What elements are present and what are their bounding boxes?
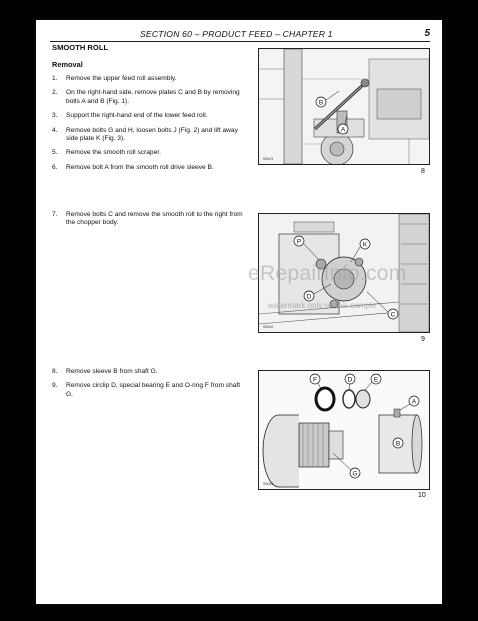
svg-text:D: D xyxy=(347,376,353,384)
figure-10-code: S0n03 xyxy=(263,482,274,486)
step-item xyxy=(52,382,244,399)
callout-d xyxy=(304,291,314,301)
step-item xyxy=(52,75,244,83)
header-divider xyxy=(50,41,430,42)
callout-c xyxy=(388,309,398,319)
figure-8-code: S0n01 xyxy=(263,157,274,161)
svg-text:K: K xyxy=(362,241,368,249)
step-item xyxy=(52,112,244,120)
step-number: 1. xyxy=(52,75,58,82)
step-text: On the right-hand side, remove plates C and B by removing bolts A and B (Fig. 1). xyxy=(66,89,240,105)
callout-p xyxy=(294,236,304,246)
step-text: Remove circlip D, special bearing E and O-ring F from shaft G. xyxy=(66,382,241,398)
callout-e xyxy=(371,374,381,384)
svg-text:D: D xyxy=(306,293,312,301)
figure-9-code: S0n02 xyxy=(263,325,274,329)
figure-10-illustration xyxy=(258,370,430,490)
step-text: Remove the upper feed roll assembly. xyxy=(66,75,177,82)
figure-10-drawing xyxy=(259,371,429,489)
svg-text:A: A xyxy=(340,126,346,134)
step-item xyxy=(52,368,244,376)
callout-b xyxy=(316,97,326,107)
callout-a xyxy=(338,124,348,134)
watermark-text: eRepairInfo.com xyxy=(248,262,407,285)
steps-list-3 xyxy=(52,368,244,405)
callout-f xyxy=(310,374,320,384)
svg-text:F: F xyxy=(313,376,317,384)
step-number: 8. xyxy=(52,368,58,375)
step-text: Remove sleeve B from shaft G. xyxy=(66,368,158,375)
step-number: 7. xyxy=(52,211,58,218)
figure-9-number: 9 xyxy=(421,336,425,343)
callout-g xyxy=(350,468,360,478)
svg-text:P: P xyxy=(296,238,302,246)
section-header-title: SECTION 60 – PRODUCT FEED – CHAPTER 1 xyxy=(140,29,333,39)
step-number: 9. xyxy=(52,382,58,390)
svg-text:C: C xyxy=(390,311,396,319)
callout-k xyxy=(360,239,370,249)
step-text: Remove the smooth roll scraper. xyxy=(66,149,161,157)
svg-text:E: E xyxy=(373,376,379,384)
step-number: 2. xyxy=(52,89,58,97)
page-number: 5 xyxy=(424,28,430,39)
step-item xyxy=(52,211,244,228)
figure-8-number: 8 xyxy=(421,168,425,175)
callout-a xyxy=(409,396,419,406)
step-item xyxy=(52,127,244,144)
watermark-subtext: watermark only on this sample xyxy=(268,301,377,310)
step-number: 3. xyxy=(52,112,58,120)
steps-list-1 xyxy=(52,75,244,178)
step-text: Remove bolt A from the smooth roll drive sleeve B. xyxy=(66,163,214,171)
step-item xyxy=(52,164,244,172)
svg-text:G: G xyxy=(352,470,358,478)
step-number: 6. xyxy=(52,163,58,171)
callout-b xyxy=(393,438,403,448)
section-title: SMOOTH ROLL xyxy=(52,43,109,52)
step-item xyxy=(52,89,244,106)
step-text: Remove bolts C and remove the smooth roll to the right from the chopper body. xyxy=(66,211,243,227)
step-number: 5. xyxy=(52,149,58,157)
callout-d xyxy=(345,374,355,384)
manual-page xyxy=(36,20,442,604)
step-text: Support the right-hand end of the lower feed roll. xyxy=(66,112,208,120)
step-item xyxy=(52,149,244,157)
figure-10-number: 10 xyxy=(418,492,426,499)
step-text: Remove bolts G and H, loosen bolts J (Fig. 2) and lift away side plate K (Fig. 3). xyxy=(66,126,238,143)
subsection-title: Removal xyxy=(52,60,83,69)
svg-text:B: B xyxy=(395,440,401,448)
svg-text:A: A xyxy=(411,398,417,406)
svg-text:B: B xyxy=(318,99,324,107)
steps-list-2 xyxy=(52,211,244,234)
figure-8-drawing xyxy=(259,49,429,164)
figure-8-illustration xyxy=(258,48,430,165)
step-number: 4. xyxy=(52,126,58,134)
